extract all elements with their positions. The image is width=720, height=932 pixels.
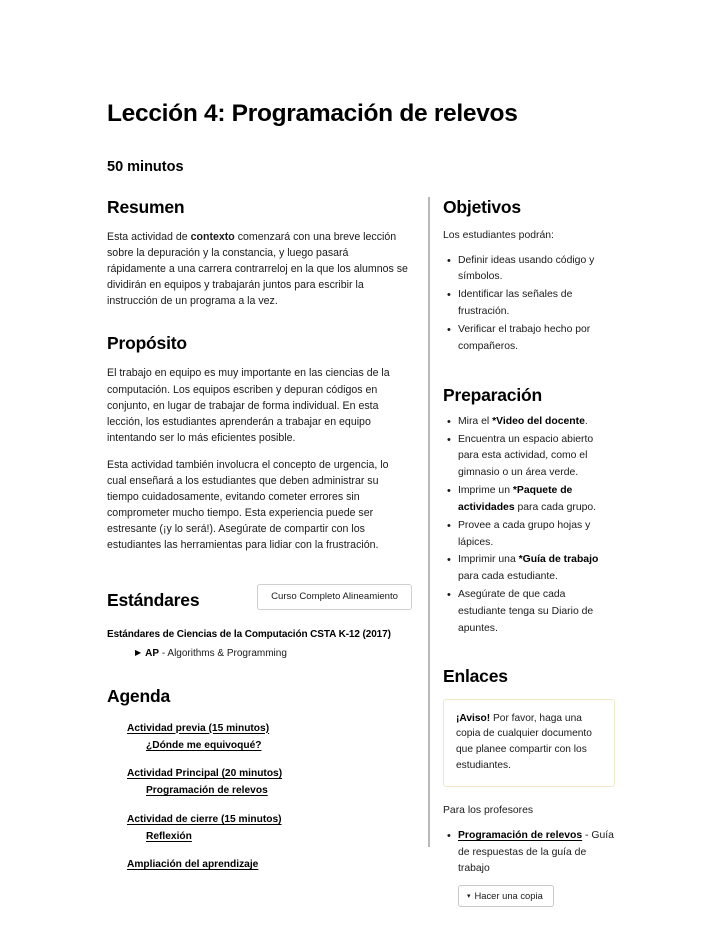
resource-description: - Guía de respuestas de la guía de trabajo [458,829,614,875]
agenda-link-actividad-principal[interactable]: Actividad Principal (20 minutos) [127,768,283,780]
notice-text [456,711,602,774]
chevron-down-icon: ▾ [467,892,471,900]
list-item-text-pre: Asegúrate de que cada estudiante tenga su Diario de apuntes. [458,589,594,634]
enlaces-heading: Enlaces [443,665,508,686]
agenda-group [127,857,410,872]
standards-item-description: - Algorithms & Programming [159,647,287,659]
preparacion-heading: Preparación [443,384,542,405]
list-item-text-bold: *Paquete de actividades [458,485,573,513]
objetivos-lead: Los estudiantes podrán: [443,230,554,241]
right-column [443,197,615,907]
list-item [458,414,615,432]
section-objetivos [443,197,615,357]
list-item-text-bold: *Guía de trabajo [518,554,599,566]
chevron-right-icon: ▶ [135,647,142,657]
standards-item-ap[interactable] [107,640,410,659]
resumen-text-post: comenzará con una breve lección sobre la depuración y la constancia, y luego pasará rápidamente a una carrera contrarreloj en la que los alumnos se dividirán en equipos y trabajarán juntos para escribir la instrucción de un programa a la vez. [107,231,408,308]
section-agenda [107,659,410,873]
list-item-text-pre: Provee a cada grupo hojas y lápices. [458,519,591,548]
resumen-text-pre: Esta actividad de [107,231,191,243]
standards-framework-label: Estándares de Ciencias de la Computación CSTA K-12 (2017) [107,628,391,640]
agenda-list [107,707,410,873]
proposito-paragraph-2: Esta actividad también involucra el concepto de urgencia, lo cual enseñará a los estudiantes que deben administrar su tiempo cuidadosamente, evitando cometer errores sin comprometer mucho tiempo. Esta experiencia puede ser estresante (¡y lo será!). Asegúrate de compartir con los estudiantes las herramientas para lidiar con la frustración. [107,458,389,552]
list-item-text-post: para cada estudiante. [458,571,558,583]
section-preparacion [443,357,615,639]
list-item [458,828,615,907]
preparacion-list [443,414,615,639]
list-item-text-post: . [584,415,588,427]
list-item-text-post: para cada grupo. [514,501,597,513]
proposito-paragraph-1: El trabajo en equipo es muy importante en las ciencias de la computación. Los equipos escriben y depuran códigos en conjunto, en lugar de trabajar de forma individual. En esta lección, los estudiantes aprenderán a trabajar en equipo intentando ser lo más eficientes posible. [107,367,390,444]
list-item: • Identificar las señales de frustración. [458,287,615,322]
resumen-paragraph [107,229,410,309]
column-divider [428,197,430,847]
list-item-text-pre: Imprime un [458,485,513,497]
section-enlaces [443,639,615,908]
notice-label: ¡Aviso! [456,712,491,724]
list-item: • Verificar el trabajo hecho por compañeros. [458,322,615,357]
resumen-text-bold: contexto [190,231,235,243]
curso-completo-alineamiento-button[interactable]: Curso Completo Alineamiento [257,584,412,611]
objetivos-heading: Objetivos [443,197,521,217]
lesson-duration: 50 minutos [107,158,184,175]
list-item [458,518,615,553]
agenda-sublink-donde-me-equivoque[interactable]: ¿Dónde me equivoqué? [146,739,262,751]
section-resumen [107,197,410,309]
resumen-heading: Resumen [107,197,185,217]
agenda-sublink-reflexion[interactable]: Reflexión [146,830,192,842]
estandares-header-row [107,584,410,616]
list-item-text-pre: Mira el [458,415,493,427]
section-estandares [107,554,410,659]
agenda-sublink-programacion-de-relevos[interactable]: Programación de relevos [146,785,268,797]
agenda-link-actividad-de-cierre[interactable]: Actividad de cierre (15 minutos) [127,813,282,825]
list-item [458,483,615,518]
agenda-link-actividad-previa[interactable]: Actividad previa (15 minutos) [127,722,270,734]
objetivos-list [443,244,615,357]
resource-link-programacion-de-relevos[interactable]: Programación de relevos [458,829,583,841]
page-title: Lección 4: Programación de relevos [107,100,518,127]
notice-body: Por favor, haga una copia de cualquier documento que planee compartir con los estudiantes. [456,712,592,772]
agenda-heading: Agenda [107,685,170,706]
list-item-text-bold: *Video del docente [492,415,585,427]
agenda-group [127,812,410,858]
agenda-link-ampliacion-del-aprendizaje[interactable]: Ampliación del aprendizaje [127,859,259,871]
hacer-una-copia-button[interactable] [458,885,554,907]
teacher-resources-list [443,816,615,907]
agenda-group [127,766,410,812]
teachers-section-label: Para los profesores [443,804,534,816]
agenda-group [127,721,410,767]
notice-box [443,699,615,787]
list-item [458,432,615,484]
list-item [458,552,615,587]
list-item [458,587,615,639]
list-item-text-pre: Encuentra un espacio abierto para esta actividad, como el gimnasio o un área verde. [458,433,594,479]
hacer-una-copia-label: Hacer una copia [474,889,543,901]
standards-item-code: AP [145,647,160,659]
list-item: • Definir ideas usando código y símbolos. [458,253,615,288]
lesson-header [107,100,607,175]
list-item-text-pre: Imprimir una [458,554,519,566]
proposito-heading: Propósito [107,333,187,354]
left-column [107,197,410,873]
section-proposito [107,309,410,553]
estandares-heading: Estándares [107,589,200,610]
